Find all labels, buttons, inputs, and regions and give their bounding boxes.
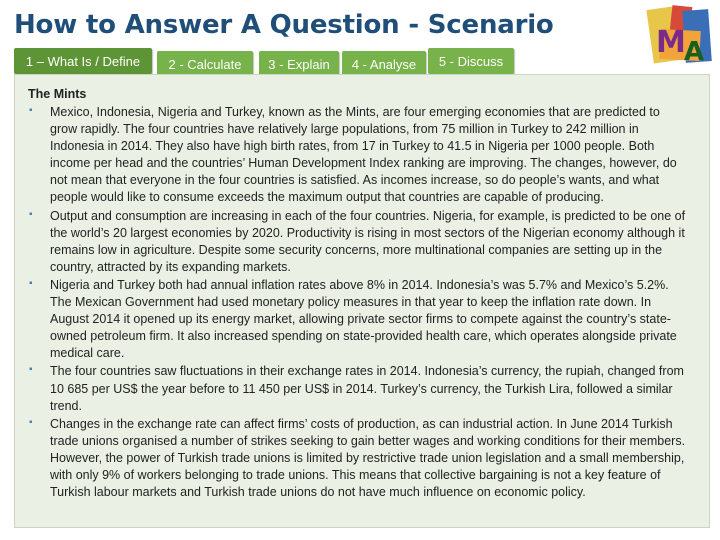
tab-what-is-define[interactable]: 1 – What Is / Define <box>14 48 152 74</box>
svg-text:A: A <box>684 37 705 67</box>
bullet-text: Changes in the exchange rate can affect firms’ costs of production, as can industrial action. In June 2014 Turkish trade unions organised a number of strikes seeking to gain better wages and working conditions for their members. However, the power of Turkish trade unions is limited by restrictive trade union legislation and a small membership, with only 9% of workers belonging to trade unions. This means that collective bargaining is not a key feature of Turkish labour markets and Turkish trade unions do not have much influence on economic policy. <box>50 416 686 500</box>
tab-discuss[interactable]: 5 - Discuss <box>428 48 514 74</box>
bullet-icon: ▪ <box>29 208 33 220</box>
bullet-text: Output and consumption are increasing in each of the four countries. Nigeria, for example, is predicted to be one of the world’s 20 largest economies by 2020. Productivity is rising in most sectors of the Nigerian economy although it remains low in agriculture. Despite some security concerns, more multinational companies are setting up in the country, attracted by its expanding markets. <box>50 208 686 274</box>
bullet-icon: ▪ <box>29 364 33 376</box>
list-item <box>28 104 690 207</box>
page-title: How to Answer A Question - Scenario <box>14 10 554 40</box>
bullet-icon: ▪ <box>29 277 33 289</box>
scenario-heading: The Mints <box>28 87 87 101</box>
bullet-text: The four countries saw fluctuations in their exchange rates in 2014. Indonesia’s currency, the rupiah, changed from 10 685 per US$ the year before to 11 450 per US$ in 2014. Turkey’s currency, the Turkish Lira, followed a similar trend. <box>50 364 684 413</box>
tab-explain[interactable]: 3 - Explain <box>259 51 339 77</box>
scenario-bullet-list <box>28 104 690 502</box>
school-logo-icon <box>646 2 714 68</box>
bullet-text: Nigeria and Turkey both had annual inflation rates above 8% in 2014. Indonesia’s was 5.7% and Mexico’s 5.2%. The Mexican Government had used monetary policy measures in that year to keep the inflation rate down. In August 2014 it opened up its energy market, allowing private sector firms to compete against the country’s state-owned petroleum firm. It also increased spending on state-provided health care, which operates alongside private medical care. <box>50 277 677 361</box>
list-item <box>28 416 690 501</box>
list-item <box>28 208 690 276</box>
svg-text:M: M <box>656 25 686 60</box>
list-item <box>28 277 690 362</box>
list-item <box>28 363 690 414</box>
bullet-text: Mexico, Indonesia, Nigeria and Turkey, known as the Mints, are four emerging economies that are predicted to grow rapidly. The four countries have relatively large populations, from 75 million in Turkey to 242 million in Indonesia in 2014. They also have high birth rates, from 17 in Turkey to 41.5 in Nigeria per 1000 people. Both income per head and the countries’ Human Development Index ranking are improving. The changes, however, do not mean that everyone in the four countries is satisfied. As incomes increase, so do people’s wants, and what people would like to consume exceeds the maximum output that countries are capable of producing. <box>50 105 677 205</box>
bullet-icon: ▪ <box>29 416 33 428</box>
bullet-icon: ▪ <box>29 105 33 116</box>
tab-calculate[interactable]: 2 - Calculate <box>157 51 253 77</box>
tab-analyse[interactable]: 4 - Analyse <box>342 51 426 77</box>
